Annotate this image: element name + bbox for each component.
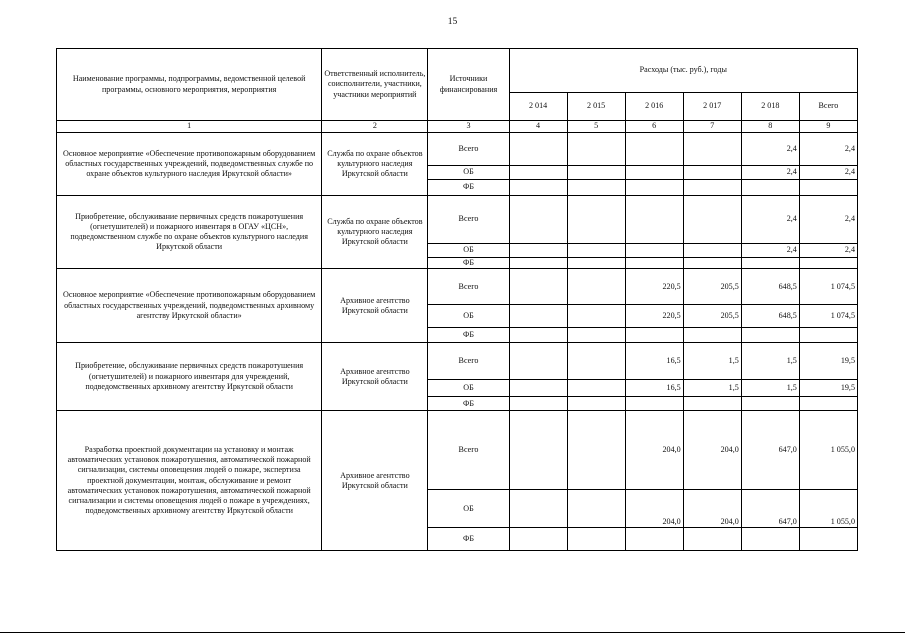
funding-source: Всего: [428, 411, 509, 490]
year-value: [567, 166, 625, 180]
year-value: [741, 397, 799, 411]
total-value: [799, 180, 857, 196]
funding-source: ОБ: [428, 305, 509, 328]
year-value: 220,5: [625, 269, 683, 305]
column-number: 6: [625, 121, 683, 133]
table-body: [57, 121, 858, 551]
year-value: [567, 180, 625, 196]
year-value: 16,5: [625, 343, 683, 380]
year-value: 220,5: [625, 305, 683, 328]
header-year: 2 015: [567, 93, 625, 121]
year-value: [509, 528, 567, 551]
funding-source: ОБ: [428, 380, 509, 397]
year-value: [625, 196, 683, 244]
total-value: 2,4: [799, 196, 857, 244]
total-value: 2,4: [799, 166, 857, 180]
year-value: 2,4: [741, 196, 799, 244]
header-year: 2 016: [625, 93, 683, 121]
funding-source: ФБ: [428, 180, 509, 196]
total-value: [799, 258, 857, 269]
year-value: [509, 305, 567, 328]
year-value: [683, 258, 741, 269]
year-value: [741, 258, 799, 269]
year-value: [509, 269, 567, 305]
year-value: [567, 397, 625, 411]
year-value: 2,4: [741, 133, 799, 166]
year-value: [683, 133, 741, 166]
column-number: 1: [57, 121, 322, 133]
year-value: [567, 343, 625, 380]
year-value: [509, 490, 567, 528]
year-value: 2,4: [741, 166, 799, 180]
year-value: [509, 328, 567, 343]
year-value: [625, 397, 683, 411]
header-sources: Источники финансирования: [428, 49, 509, 121]
year-value: [567, 269, 625, 305]
year-value: 1,5: [683, 343, 741, 380]
header-year: 2 014: [509, 93, 567, 121]
year-value: [625, 166, 683, 180]
header-year: 2 018: [741, 93, 799, 121]
total-value: 2,4: [799, 244, 857, 258]
year-value: [625, 528, 683, 551]
funding-source: Всего: [428, 269, 509, 305]
year-value: 647,0: [741, 490, 799, 528]
activity-name: Приобретение, обслуживание первичных средств пожаротушения (огнетушителей) и пожарного инвентаря в ОГАУ «ЦСН», подведомственном службе по охране объектов культурного наследия Иркутской области: [57, 196, 322, 269]
year-value: [509, 343, 567, 380]
funding-source: ФБ: [428, 397, 509, 411]
year-value: 1,5: [741, 380, 799, 397]
funding-source: ОБ: [428, 166, 509, 180]
total-value: 2,4: [799, 133, 857, 166]
funding-source: ОБ: [428, 490, 509, 528]
header-year: 2 017: [683, 93, 741, 121]
page-number: 15: [447, 17, 458, 27]
funding-source: ОБ: [428, 244, 509, 258]
year-value: [683, 244, 741, 258]
total-value: [799, 328, 857, 343]
table-row: [57, 133, 858, 166]
responsible-executor: Служба по охране объектов культурного наследия Иркутской области: [322, 196, 428, 269]
funding-source: Всего: [428, 196, 509, 244]
year-value: 204,0: [625, 411, 683, 490]
year-value: [567, 244, 625, 258]
funding-source: ФБ: [428, 528, 509, 551]
year-value: [625, 133, 683, 166]
table-row: [57, 411, 858, 490]
header-responsible: Ответственный исполнитель, соисполнители, участники, участники мероприятий: [322, 49, 428, 121]
year-value: 1,5: [741, 343, 799, 380]
total-value: 1 074,5: [799, 305, 857, 328]
table-row: [57, 343, 858, 380]
year-value: 205,5: [683, 269, 741, 305]
column-number: 7: [683, 121, 741, 133]
column-number: 8: [741, 121, 799, 133]
year-value: [567, 411, 625, 490]
total-value: 1 055,0: [799, 490, 857, 528]
year-value: 2,4: [741, 244, 799, 258]
responsible-executor: Архивное агентство Иркутской области: [322, 411, 428, 551]
year-value: [741, 180, 799, 196]
year-value: [741, 528, 799, 551]
table-header: [57, 49, 858, 121]
year-value: [509, 166, 567, 180]
funding-source: Всего: [428, 133, 509, 166]
year-value: [683, 328, 741, 343]
year-value: 204,0: [683, 490, 741, 528]
total-value: [799, 528, 857, 551]
column-number: 3: [428, 121, 509, 133]
year-value: 204,0: [683, 411, 741, 490]
table-row: [57, 269, 858, 305]
activity-name: Разработка проектной документации на установку и монтаж автоматических установок пожаротушения, автоматической пожарной сигнализации, системы оповещения людей о пожаре, экспертиза проектной документации, монтаж, обслуживание и ремонт автоматических установок пожаротушения, автоматической пожарной сигнализации и системы оповещения людей о пожаре в учреждениях, подведомственных архивному агентству Иркутской области: [57, 411, 322, 551]
year-value: 648,5: [741, 305, 799, 328]
year-value: [509, 380, 567, 397]
year-value: [509, 133, 567, 166]
funding-source: ФБ: [428, 328, 509, 343]
year-value: [509, 411, 567, 490]
column-number: 4: [509, 121, 567, 133]
year-value: [509, 397, 567, 411]
header-name: Наименование программы, подпрограммы, ведомственной целевой программы, основного мероприятия, мероприятия: [57, 49, 322, 121]
year-value: [683, 180, 741, 196]
year-value: [625, 180, 683, 196]
funding-source: Всего: [428, 343, 509, 380]
column-number: 9: [799, 121, 857, 133]
year-value: [625, 244, 683, 258]
year-value: 204,0: [625, 490, 683, 528]
column-number: 5: [567, 121, 625, 133]
year-value: [625, 258, 683, 269]
page-bottom-edge: [0, 632, 905, 633]
funding-source: ФБ: [428, 258, 509, 269]
total-value: [799, 397, 857, 411]
year-value: [567, 328, 625, 343]
year-value: [509, 180, 567, 196]
total-value: 1 055,0: [799, 411, 857, 490]
year-value: [567, 528, 625, 551]
column-number: 2: [322, 121, 428, 133]
year-value: 647,0: [741, 411, 799, 490]
year-value: [567, 196, 625, 244]
year-value: 16,5: [625, 380, 683, 397]
responsible-executor: Архивное агентство Иркутской области: [322, 269, 428, 343]
year-value: [509, 196, 567, 244]
year-value: [567, 380, 625, 397]
year-value: 648,5: [741, 269, 799, 305]
year-value: 1,5: [683, 380, 741, 397]
year-value: [567, 258, 625, 269]
year-value: [625, 328, 683, 343]
table-row: [57, 196, 858, 244]
column-number-row: [57, 121, 858, 133]
total-value: 19,5: [799, 343, 857, 380]
budget-table: [56, 48, 858, 551]
year-value: [683, 196, 741, 244]
year-value: [509, 258, 567, 269]
year-value: [567, 133, 625, 166]
year-value: [683, 397, 741, 411]
year-value: [567, 305, 625, 328]
year-value: [567, 490, 625, 528]
header-total: Всего: [799, 93, 857, 121]
responsible-executor: Служба по охране объектов культурного наследия Иркутской области: [322, 133, 428, 196]
year-value: [509, 244, 567, 258]
year-value: [741, 328, 799, 343]
total-value: 1 074,5: [799, 269, 857, 305]
activity-name: Приобретение, обслуживание первичных средств пожаротушения (огнетушителей) и пожарного инвентаря для учреждений, подведомственных архивному агентству Иркутской области: [57, 343, 322, 411]
year-value: [683, 528, 741, 551]
year-value: 205,5: [683, 305, 741, 328]
activity-name: Основное мероприятие «Обеспечение противопожарным оборудованием областных государственных учреждений, подведомственных службе по охране объектов культурного наследия Иркутской области»: [57, 133, 322, 196]
total-value: 19,5: [799, 380, 857, 397]
year-value: [683, 166, 741, 180]
header-expenses: Расходы (тыс. руб.), годы: [509, 49, 857, 93]
responsible-executor: Архивное агентство Иркутской области: [322, 343, 428, 411]
activity-name: Основное мероприятие «Обеспечение противопожарным оборудованием областных государственных учреждений, подведомственных архивному агентству Иркутской области»: [57, 269, 322, 343]
